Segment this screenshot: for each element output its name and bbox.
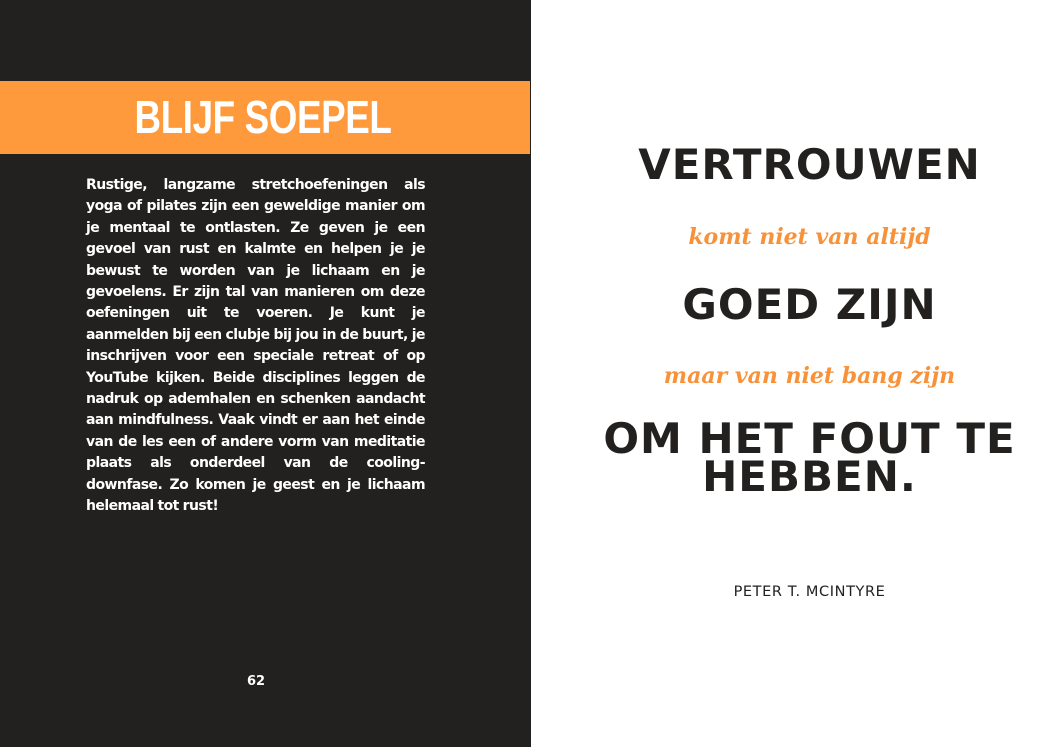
quote-line-vertrouwen: VERTROUWEN (638, 140, 981, 189)
quote-line-maar-van: maar van niet bang zijn (663, 363, 956, 389)
quote-line-om-het-fout: OM HET FOUT TE HEBBEN. (603, 414, 1016, 501)
page-heading: BLIJF SOEPEL (134, 91, 392, 143)
quote-line-komt-niet: komt niet van altijd (688, 224, 931, 250)
quote-author: PETER T. MCINTYRE (733, 584, 886, 600)
body-paragraph: Rustige, langzame stretchoefeningen als yoga of pilates zijn een geweldige manier om je mentaal te ontlasten. Ze geven je een gevoel van rust en kalmte en helpen je je bewust te worden van je lichaam en je gevoelens. Er zijn tal van manieren om deze oefeningen uit te voeren. Je kunt je aanmelden bij een clubje bij jou in de buurt, je inschrijven voor een speciale retreat of op YouTube kijken. Beide disciplines leggen de nadruk op ademhalen en schenken aandacht aan mindfulness. Vaak vindt er aan het einde van de les een of andere vorm van meditatie plaats als onderdeel van de cooling-downfase. Zo komen je geest en je lichaam helemaal tot rust! (86, 177, 425, 515)
right-page (531, 0, 1061, 747)
quote-line-goed-zijn: GOED ZIJN (682, 280, 937, 329)
heading-banner (0, 81, 530, 154)
page-number: 62 (246, 674, 266, 689)
